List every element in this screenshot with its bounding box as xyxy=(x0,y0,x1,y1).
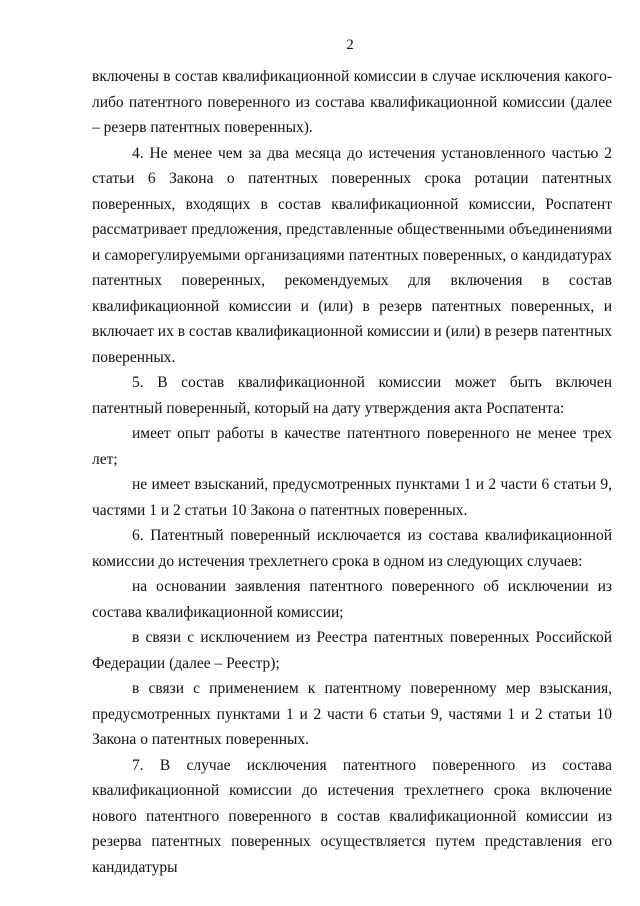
paragraph-item-4: 4. Не менее чем за два месяца до истечения установленного частью 2 статьи 6 Закона о патентных поверенных срока ротации патентных поверенных, входящих в состав квалификационной комиссии, Роспатент рассматривает предложения, представленные общественными объединениями и саморегулируемыми организациями патентных поверенных, о кандидатурах патентных поверенных, рекомендуемых для включения в состав квалификационной комиссии и (или) в резерв патентных поверенных, и включает их в состав квалификационной комиссии и (или) в резерв патентных поверенных. xyxy=(92,144,613,366)
paragraph-item-7: 7. В случае исключения патентного поверенного из состава квалификационной комиссии до истечения трехлетнего срока включение нового патентного поверенного в состав квалификационной комиссии из резерва патентных поверенных осуществляется путем представления его кандидатуры xyxy=(92,756,612,876)
paragraph-item-5-condition-2: не имеет взысканий, предусмотренных пунктами 1 и 2 части 6 статьи 9, частями 1 и 2 статьи 10 Закона о патентных поверенных. xyxy=(92,476,612,519)
paragraph-item-5: 5. В состав квалификационной комиссии может быть включен патентный поверенный, который на дату утверждения акта Роспатента: xyxy=(92,374,612,417)
paragraph-item-6-case-1: на основании заявления патентного поверенного об исключении из состава квалификационной комиссии; xyxy=(92,578,612,621)
document-body xyxy=(92,64,612,880)
paragraph-item-6-case-2: в связи с исключением из Реестра патентных поверенных Российской Федерации (далее – Реестр); xyxy=(92,629,612,672)
paragraph-continuation: включены в состав квалификационной комиссии в случае исключения какого-либо патентного поверенного из состава квалификационной комиссии (далее – резерв патентных поверенных). xyxy=(92,68,612,136)
paragraph-item-5-condition-1: имеет опыт работы в качестве патентного поверенного не менее трех лет; xyxy=(92,425,612,468)
paragraph-item-6-case-3: в связи с применением к патентному поверенному мер взыскания, предусмотренных пунктами 1 и 2 части 6 статьи 9, частями 1 и 2 статьи 10 Закона о патентных поверенных. xyxy=(92,680,612,748)
page-number: 2 xyxy=(346,37,354,53)
paragraph-item-6: 6. Патентный поверенный исключается из состава квалификационной комиссии до истечения трехлетнего срока в одном из следующих случаев: xyxy=(92,527,612,570)
